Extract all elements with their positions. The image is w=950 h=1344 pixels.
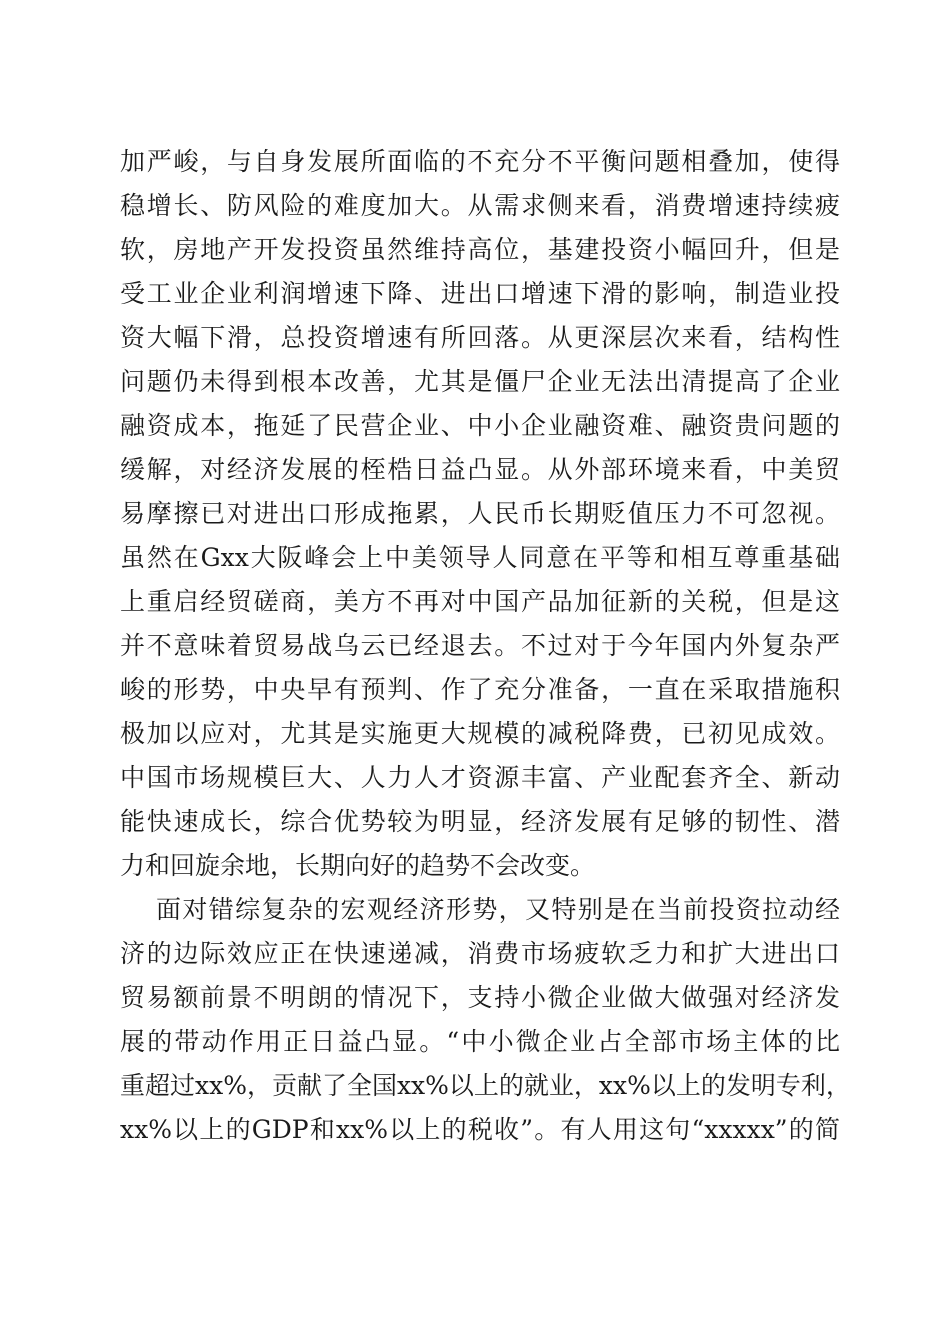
text-line: 中国市场规模巨大、人力人才资源丰富、产业配套齐全、新动 [120,763,840,792]
text-line: 融资成本，拖延了民营企业、中小企业融资难、融资贵问题的 [120,411,840,440]
text-line: 受工业企业利润增速下降、进出口增速下滑的影响，制造业投 [120,279,840,308]
text-line: xx%以上的GDP和xx%以上的税收”。有人用这句“xxxxx”的简 [120,1115,840,1144]
text-line: 上重启经贸磋商，美方不再对中国产品加征新的关税，但是这 [120,587,840,616]
text-line: 并不意味着贸易战乌云已经退去。不过对于今年国内外复杂严 [120,631,840,660]
text-line: 重超过xx%，贡献了全国xx%以上的就业，xx%以上的发明专利， [120,1071,851,1100]
text-line: 虽然在Gxx大阪峰会上中美领导人同意在平等和相互尊重基础 [120,543,840,572]
text-line: 易摩擦已对进出口形成拖累，人民币长期贬值压力不可忽视。 [120,499,840,528]
text-line: 加严峻，与自身发展所面临的不充分不平衡问题相叠加，使得 [120,147,840,176]
text-line: 稳增长、防风险的难度加大。从需求侧来看，消费增速持续疲 [120,191,840,220]
text-line: 贸易额前景不明朗的情况下，支持小微企业做大做强对经济发 [120,983,840,1012]
text-line: 问题仍未得到根本改善，尤其是僵尸企业无法出清提高了企业 [120,367,840,396]
paragraph-start-line: 面对错综复杂的宏观经济形势，又特别是在当前投资拉动经 [156,895,840,924]
paragraph-end-line: 力和回旋余地，长期向好的趋势不会改变。 [120,851,596,880]
text-line: 能快速成长，综合优势较为明显，经济发展有足够的韧性、潜 [120,807,840,836]
text-line: 资大幅下滑，总投资增速有所回落。从更深层次来看，结构性 [120,323,840,352]
text-line: 软，房地产开发投资虽然维持高位，基建投资小幅回升，但是 [120,235,840,264]
text-line: 济的边际效应正在快速递减，消费市场疲软乏力和扩大进出口 [120,939,840,968]
body-text [120,140,851,1152]
text-line: 缓解，对经济发展的桎梏日益凸显。从外部环境来看，中美贸 [120,455,840,484]
text-line: 极加以应对，尤其是实施更大规模的减税降费，已初见成效。 [120,719,840,748]
text-line: 峻的形势，中央早有预判、作了充分准备，一直在采取措施积 [120,675,840,704]
text-line: 展的带动作用正日益凸显。“中小微企业占全部市场主体的比 [120,1027,840,1056]
